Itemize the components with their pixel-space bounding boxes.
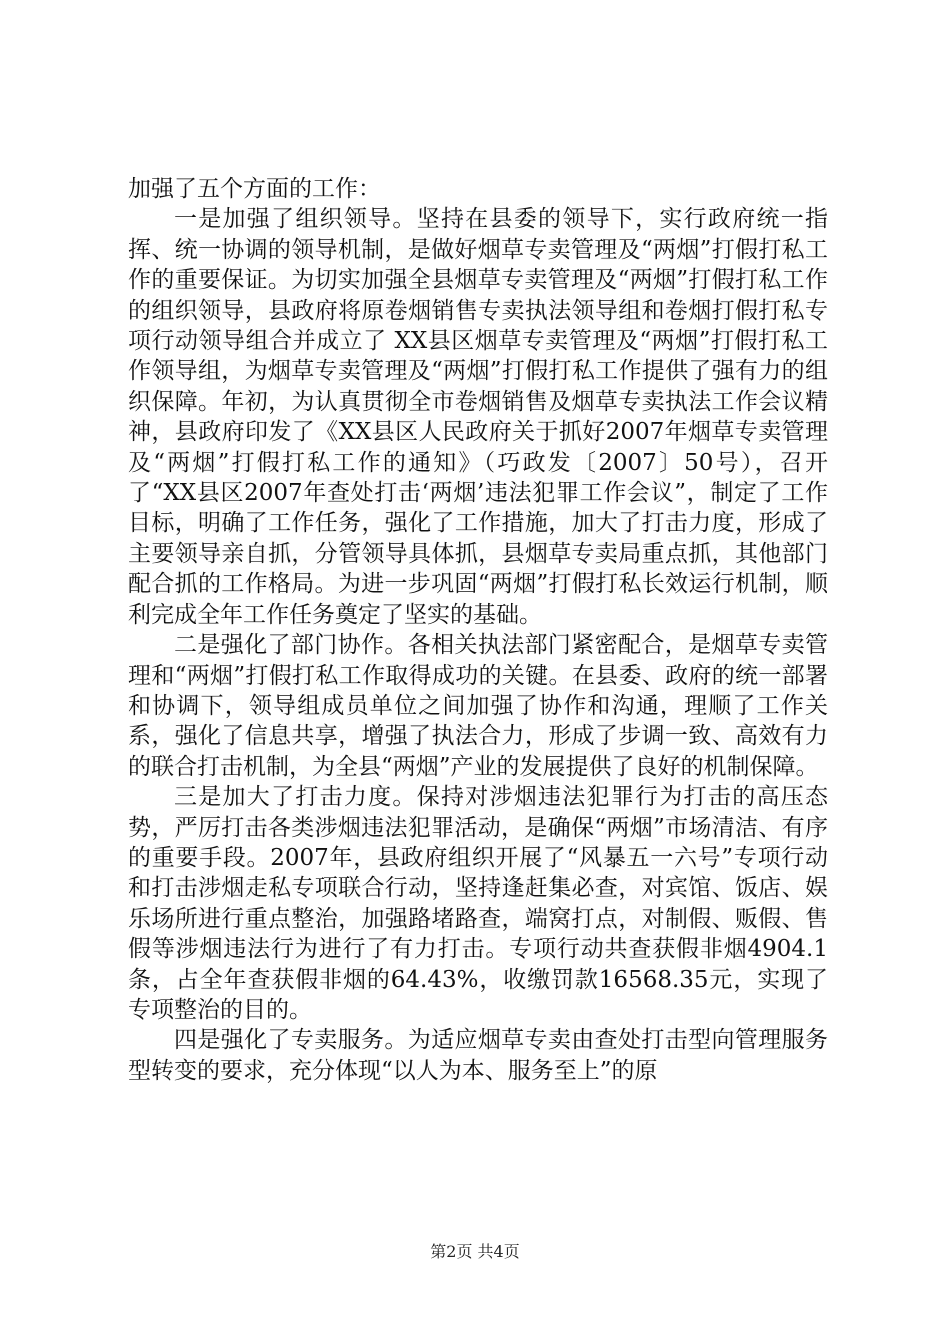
paragraph-intro: 加强了五个方面的工作： bbox=[128, 176, 381, 202]
paragraph-organization-leadership: 一是加强了组织领导。坚持在县委的领导下，实行政府统一指挥、统一协调的领导机制，是做好烟草专卖管理及“两烟”打假打私工作的重要保证。为切实加强全县烟草专卖管理及“两烟”打假打私工作的组织领导，县政府将原卷烟销售专卖执法领导组和卷烟打假打私专项行动领导组合并成立了 XX县区烟草专卖管理及“两烟”打假打私工作领导组，为烟草专卖管理及“两烟”打假打私工作提供了强有力的组织保障。年初，为认真贯彻全市卷烟销售及烟草专卖执法工作会议精神，县政府印发了《XX县区人民政府关于抓好2007年烟草专卖管理及“两烟”打假打私工作的通知》（巧政发〔2007〕50号），召开了“XX县区2007年查处打击‘两烟’违法犯罪工作会议”，制定了工作目标，明确了工作任务，强化了工作措施，加大了打击力度，形成了主要领导亲自抓，分管领导具体抓，县烟草专卖局重点抓，其他部门配合抓的工作格局。为进一步巩固“两烟”打假打私长效运行机制，顺利完成全年工作任务奠定了坚实的基础。 bbox=[128, 206, 828, 628]
page-footer: 第2页 共4页 bbox=[430, 1242, 520, 1261]
paragraph-department-cooperation: 二是强化了部门协作。各相关执法部门紧密配合，是烟草专卖管理和“两烟”打假打私工作取得成功的关键。在县委、政府的统一部署和协调下，领导组成员单位之间加强了协作和沟通，理顺了工作关系，强化了信息共享，增强了执法合力，形成了步调一致、高效有力的联合打击机制，为全县“两烟”产业的发展提供了良好的机制保障。 bbox=[128, 632, 828, 780]
paragraph-crackdown-intensity: 三是加大了打击力度。保持对涉烟违法犯罪行为打击的高压态势，严厉打击各类涉烟违法犯罪活动，是确保“两烟”市场清洁、有序的重要手段。2007年，县政府组织开展了“风暴五一六号”专项行动和打击涉烟走私专项联合行动，坚持逢赶集必查，对宾馆、饭店、娱乐场所进行重点整治，加强路堵路查，端窝打点，对制假、贩假、售假等涉烟违法行为进行了有力打击。专项行动共查获假非烟4904.1条，占全年查获假非烟的64.43%，收缴罚款16568.35元，实现了专项整治的目的。 bbox=[128, 784, 828, 1023]
document-body bbox=[128, 174, 828, 1086]
paragraph-monopoly-service: 四是强化了专卖服务。为适应烟草专卖由查处打击型向管理服务型转变的要求，充分体现“以人为本、服务至上”的原 bbox=[128, 1027, 828, 1084]
